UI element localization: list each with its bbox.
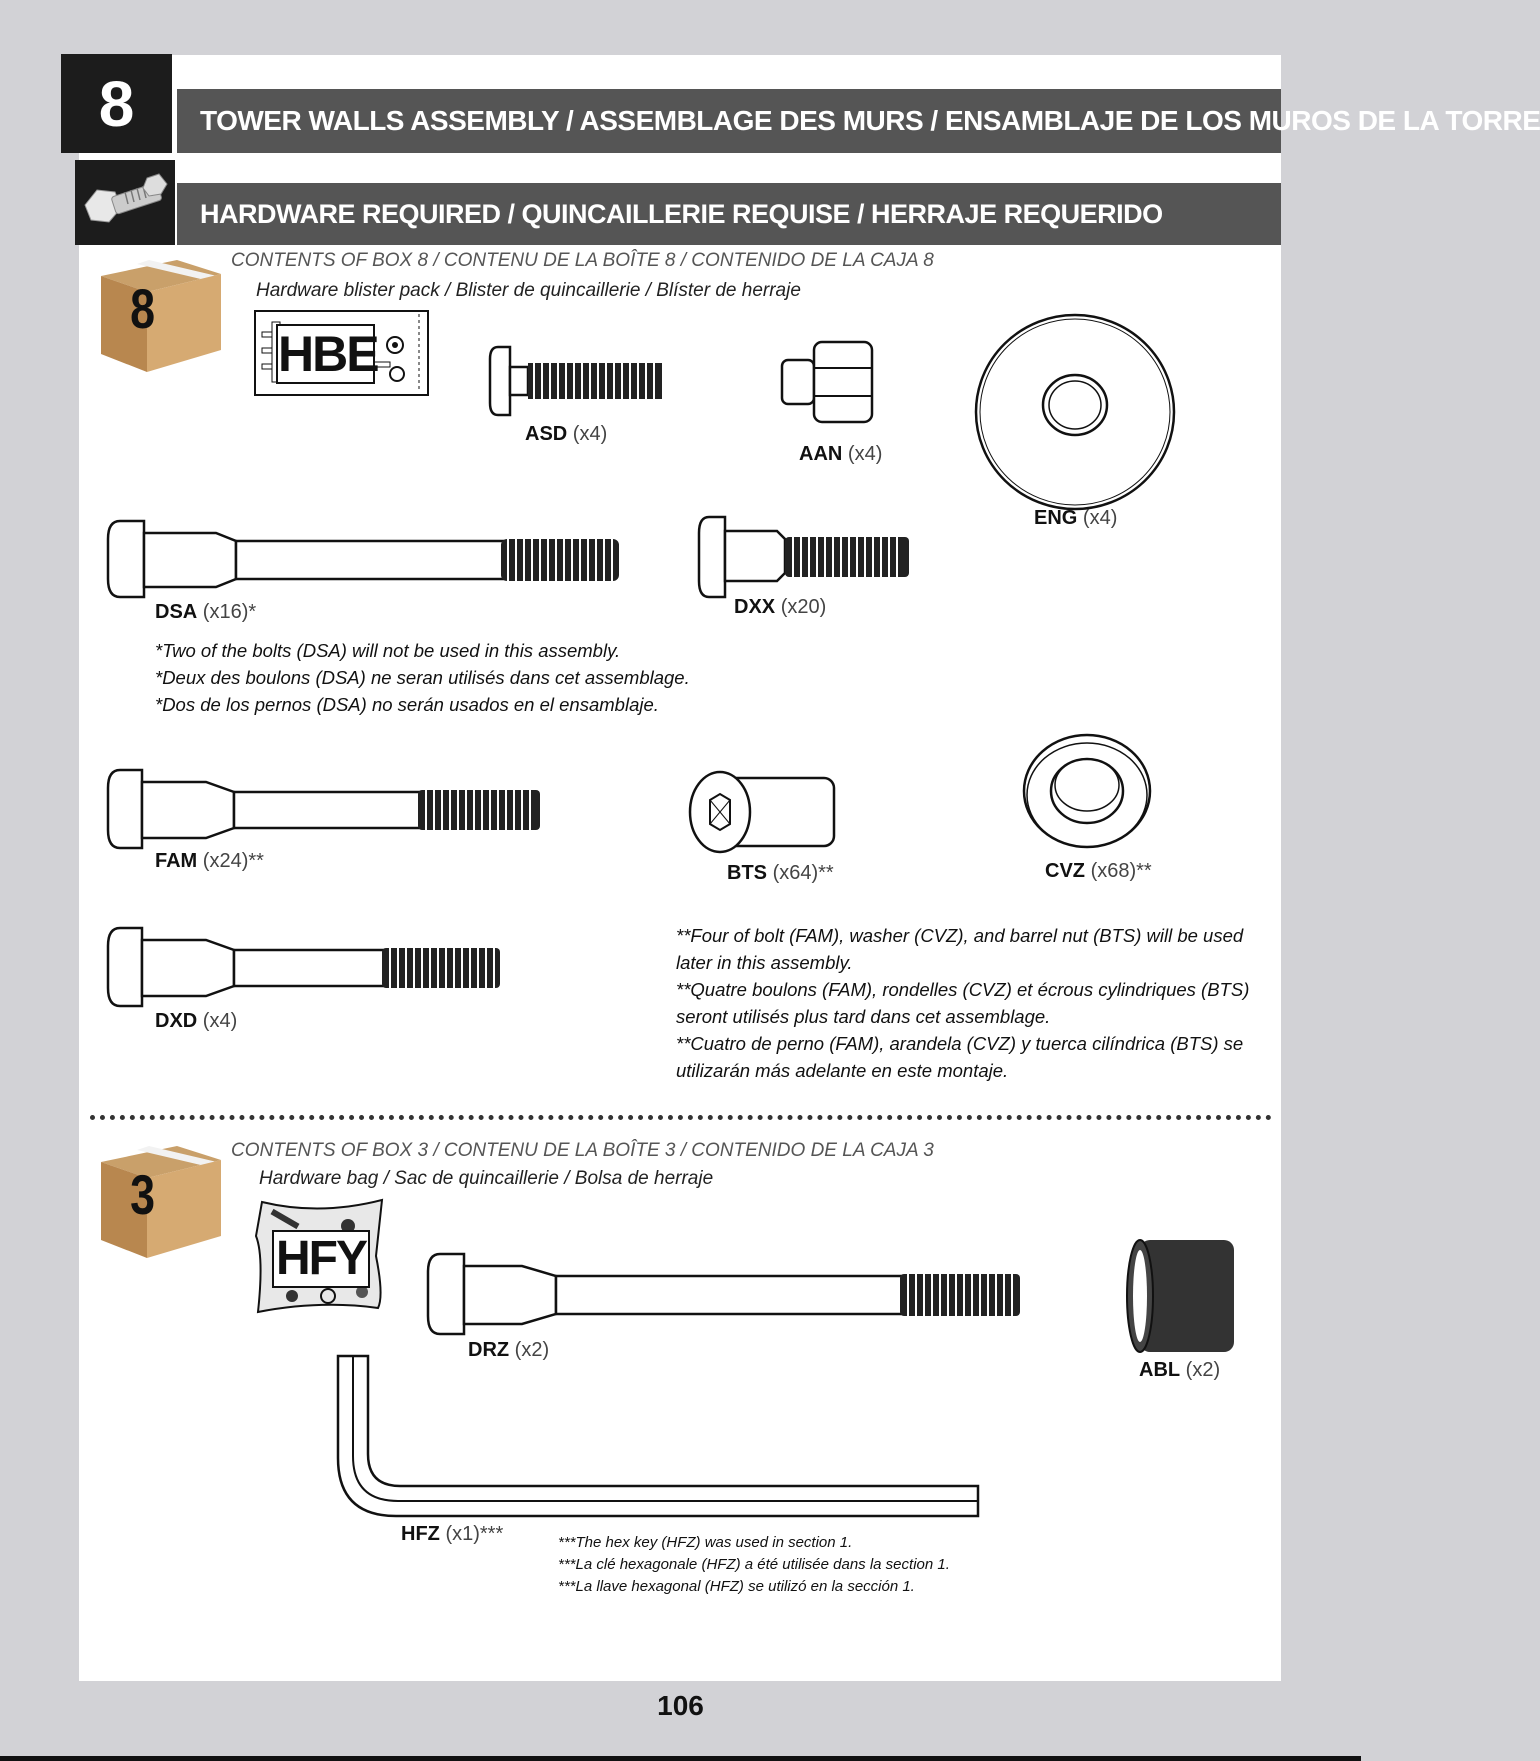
hardware-title-bar bbox=[177, 183, 1281, 245]
part-dsa-label bbox=[155, 601, 256, 624]
part-qty: (x64)** bbox=[772, 862, 834, 884]
part-drz-drawing bbox=[426, 1252, 1026, 1338]
part-qty: (x2) bbox=[514, 1339, 550, 1361]
hardware-bag-hfy bbox=[252, 1196, 388, 1316]
bottom-border bbox=[0, 1756, 1361, 1761]
part-aan-drawing bbox=[780, 340, 875, 425]
hardware-icon bbox=[75, 160, 175, 245]
box-3-number: 3 bbox=[130, 1163, 156, 1226]
section-divider bbox=[90, 1115, 1272, 1120]
part-eng-label bbox=[1034, 507, 1117, 530]
note-line: seront utilisés plus tard dans cet assemblage. bbox=[676, 1006, 1051, 1027]
box-8-number: 8 bbox=[130, 277, 156, 340]
part-code: CVZ bbox=[1045, 860, 1085, 882]
step-title: TOWER WALLS ASSEMBLY / ASSEMBLAGE DES MURS / ENSAMBLAJE DE LOS MUROS DE LA TORRE bbox=[200, 105, 1540, 136]
part-code: ABL bbox=[1139, 1359, 1181, 1381]
part-dxd-label bbox=[155, 1010, 237, 1033]
blister-pack-code: HBE bbox=[278, 326, 378, 382]
note-line: **Cuatro de perno (FAM), arandela (CVZ) y tuerca cilíndrica (BTS) se bbox=[676, 1033, 1244, 1054]
part-qty: (x68)** bbox=[1090, 860, 1152, 882]
part-qty: (x4) bbox=[202, 1010, 238, 1032]
note-line: utilizarán más adelante en este montaje. bbox=[676, 1060, 1009, 1081]
part-bts-drawing bbox=[688, 770, 840, 856]
note-line: ***La clé hexagonale (HFZ) a été utilisée dans la section 1. bbox=[558, 1556, 950, 1573]
note-line: later in this assembly. bbox=[676, 952, 853, 973]
part-qty: (x4) bbox=[847, 443, 883, 465]
part-dxx-label bbox=[734, 596, 826, 619]
part-hfz-drawing bbox=[336, 1354, 980, 1520]
part-qty: (x20) bbox=[780, 596, 827, 618]
box-8-icon bbox=[97, 254, 223, 374]
part-code: AAN bbox=[799, 443, 843, 465]
box-3-contents-label: CONTENTS OF BOX 3 / CONTENU DE LA BOÎTE 3 / CONTENIDO DE LA CAJA 3 bbox=[231, 1140, 934, 1161]
part-abl-drawing bbox=[1126, 1238, 1236, 1354]
part-aan-label bbox=[799, 443, 882, 466]
part-code: DSA bbox=[155, 601, 198, 623]
hardware-bag-code: HFY bbox=[272, 1230, 370, 1288]
part-qty: (x1)*** bbox=[445, 1523, 504, 1545]
part-cvz-drawing bbox=[1022, 733, 1152, 853]
part-code: BTS bbox=[727, 862, 767, 884]
step-number: 8 bbox=[61, 54, 172, 153]
part-bts-label bbox=[727, 862, 834, 885]
part-qty: (x24)** bbox=[202, 850, 264, 872]
part-code: ASD bbox=[525, 423, 568, 445]
note-line: ***The hex key (HFZ) was used in section 1. bbox=[558, 1534, 853, 1551]
box-8-pack-label: Hardware blister pack / Blister de quincaillerie / Blíster de herraje bbox=[256, 280, 801, 301]
note-dsa bbox=[155, 637, 690, 718]
note-line: ***La llave hexagonal (HFZ) se utilizó en la sección 1. bbox=[558, 1578, 915, 1595]
note-line: *Two of the bolts (DSA) will not be used in this assembly. bbox=[155, 640, 621, 661]
part-cvz-label bbox=[1045, 860, 1152, 883]
part-code: DRZ bbox=[468, 1339, 510, 1361]
part-fam-drawing bbox=[106, 768, 546, 852]
part-code: DXX bbox=[734, 596, 776, 618]
part-code: ENG bbox=[1034, 507, 1078, 529]
part-asd-drawing bbox=[488, 345, 678, 425]
part-abl-label bbox=[1139, 1359, 1220, 1382]
blister-pack-hbe bbox=[254, 310, 429, 396]
part-eng-drawing bbox=[974, 313, 1176, 511]
part-qty: (x2) bbox=[1185, 1359, 1221, 1381]
step-title-bar bbox=[177, 89, 1540, 153]
part-code: HFZ bbox=[401, 1523, 440, 1545]
note-hfz bbox=[558, 1532, 950, 1598]
part-hfz-label bbox=[401, 1523, 503, 1546]
note-line: **Four of bolt (FAM), washer (CVZ), and barrel nut (BTS) will be used bbox=[676, 925, 1244, 946]
box-3-icon bbox=[97, 1140, 223, 1260]
part-code: FAM bbox=[155, 850, 198, 872]
part-qty: (x4) bbox=[572, 423, 608, 445]
part-dsa-drawing bbox=[106, 519, 626, 601]
part-code: DXD bbox=[155, 1010, 198, 1032]
part-asd-label bbox=[525, 423, 607, 446]
note-line: **Quatre boulons (FAM), rondelles (CVZ) et écrous cylindriques (BTS) bbox=[676, 979, 1250, 1000]
hardware-title: HARDWARE REQUIRED / QUINCAILLERIE REQUISE / HERRAJE REQUERIDO bbox=[200, 198, 1163, 229]
part-fam-label bbox=[155, 850, 264, 873]
page-number: 106 bbox=[657, 1690, 704, 1721]
box-8-contents-label: CONTENTS OF BOX 8 / CONTENU DE LA BOÎTE 8 / CONTENIDO DE LA CAJA 8 bbox=[231, 250, 934, 271]
box-3-pack-label: Hardware bag / Sac de quincaillerie / Bolsa de herraje bbox=[259, 1168, 714, 1189]
note-fam-cvz-bts bbox=[676, 922, 1249, 1084]
part-qty: (x4) bbox=[1082, 507, 1118, 529]
part-qty: (x16)* bbox=[202, 601, 257, 623]
note-line: *Deux des boulons (DSA) ne seran utilisés dans cet assemblage. bbox=[155, 667, 690, 688]
part-dxx-drawing bbox=[697, 515, 913, 601]
note-line: *Dos de los pernos (DSA) no serán usados en el ensamblaje. bbox=[155, 694, 659, 715]
part-dxd-drawing bbox=[106, 926, 506, 1010]
